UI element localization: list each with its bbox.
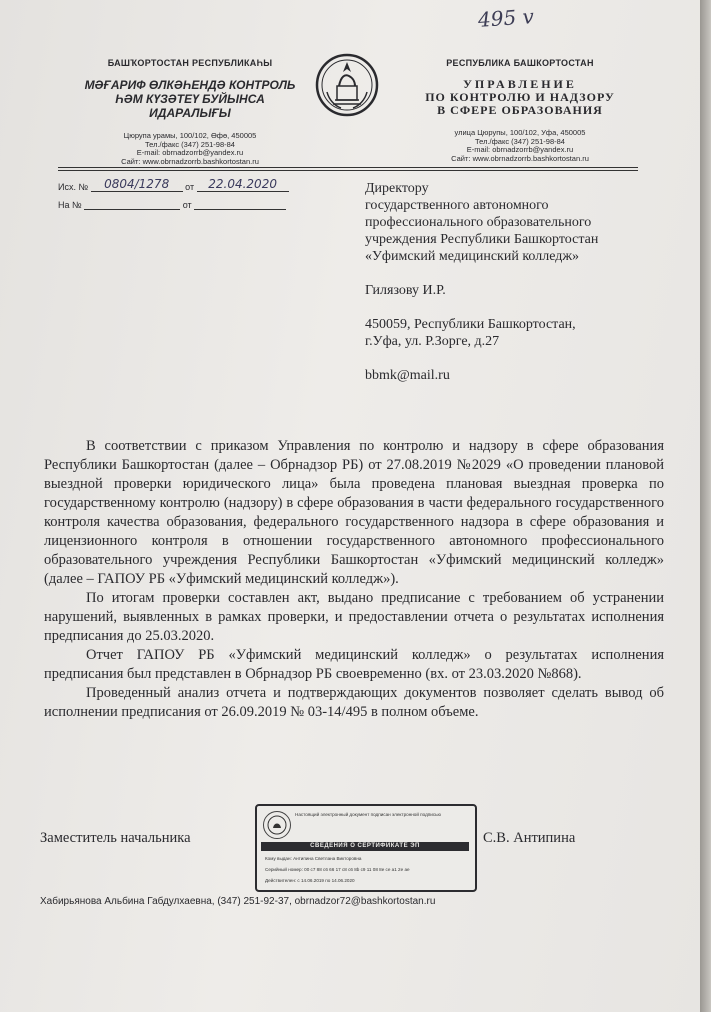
letter-body xyxy=(44,437,664,722)
stamp-serial: Серийный номер: 00 c7 88 c6 66 17 c8 c6 8b c9 11 08 8e ce a1 2e ae xyxy=(265,867,410,872)
site-line: Сайт: www.obrnadzorrb.bashkortostan.ru xyxy=(121,156,259,166)
body-paragraph: В соответствии с приказом Управления по контролю и надзору в сфере образования Республики Башкортостан (далее – Обрнадзор РБ) от 27.08.2019 №2029 «О проведении плановой выездной проверки юридического лица» была проведена плановая выездная проверка по государственному контролю (надзору) в сфере образования в части федерального государственного контроля качества образования, федерального государственного надзора в сфере образования и лицензионного контроля в отношении государственного автономного профессионального образовательного учреждения Республики Башкортостан «Уфимский медицинский колледж» (далее – ГАПОУ РБ «Уфимский медицинский колледж»). xyxy=(44,438,664,587)
outgoing-number: 0804/1278 xyxy=(91,177,183,192)
handwritten-note: 495 v xyxy=(477,4,535,32)
outgoing-label: Исх. № xyxy=(58,182,89,192)
org-line: УПРАВЛЕНИЕ xyxy=(463,77,577,91)
signer-position: Заместитель начальника xyxy=(40,830,191,846)
org-name-ru xyxy=(400,78,640,117)
address-block-ru xyxy=(400,129,640,163)
coat-of-arms-icon xyxy=(315,52,379,118)
email-line: E-mail: obrnadzorrb@yandex.ru xyxy=(136,148,244,157)
header-right xyxy=(400,58,640,163)
addressee-block xyxy=(365,180,665,384)
executor-contact: Хабирьянова Альбина Габдулхаевна, (347) 251-92-37, obrnadzor72@bashkortostan.ru xyxy=(40,896,436,907)
page-edge xyxy=(700,0,711,1012)
outgoing-number-row xyxy=(58,177,289,192)
reply-to-number xyxy=(84,209,180,210)
incoming-number-row xyxy=(58,200,286,210)
address-line: Цюрупа урамы, 100/102, Өфө, 450005 xyxy=(123,131,257,140)
org-line: ҺӘМ КҮЗӘТЕҮ БУЙЫНСА xyxy=(115,92,265,106)
body-paragraph: Проведенный анализ отчета и подтверждающих документов позволяет сделать вывод об исполнении предписания от 26.09.2019 № 03-14/495 в полном объеме. xyxy=(44,685,664,720)
addressee-address-line: г.Уфа, ул. Р.Зорге, д.27 xyxy=(365,334,500,349)
electronic-signature-stamp xyxy=(255,804,477,892)
stamp-owner: Кому выдан: Антипина Светлана Викторовна xyxy=(265,856,362,861)
reply-to-label: На № xyxy=(58,200,82,210)
addressee-email: bbmk@mail.ru xyxy=(365,368,450,383)
stamp-band: СВЕДЕНИЯ О СЕРТИФИКАТЕ ЭП xyxy=(261,842,469,851)
from-label: от xyxy=(185,182,195,192)
addressee-line: Директору xyxy=(365,181,429,196)
body-paragraph: По итогам проверки составлен акт, выдано предписание с требованием об устранении нарушений, выявленных в рамках проверки, и предоставлении отчета о результатах исполнения предписания до 25.03.2020. xyxy=(44,590,664,644)
header-left xyxy=(60,58,320,166)
addressee-line: «Уфимский медицинский колледж» xyxy=(365,249,580,264)
stamp-notice: Настоящий электронный документ подписан электронной подписью xyxy=(295,812,441,817)
site-line: Сайт: www.obrnadzorrb.bashkortostan.ru xyxy=(451,153,589,163)
org-line: ПО КОНТРОЛЮ И НАДЗОРУ xyxy=(425,90,615,104)
addressee-address-line: 450059, Республики Башкортостан, xyxy=(365,317,576,332)
org-line: В СФЕРЕ ОБРАЗОВАНИЯ xyxy=(437,103,603,117)
republic-name-ba: БАШҠОРТОСТАН РЕСПУБЛИКАҺЫ xyxy=(107,58,273,68)
email-line: E-mail: obrnadzorrb@yandex.ru xyxy=(466,145,574,154)
header-divider-thin xyxy=(58,170,638,171)
addressee-line: государственного автономного xyxy=(365,198,549,213)
addressee-line: профессионального образовательного xyxy=(365,215,592,230)
address-block-ba xyxy=(60,132,320,166)
from-label: от xyxy=(182,200,192,210)
header-divider xyxy=(58,167,638,168)
addressee-name: Гилязову И.Р. xyxy=(365,283,446,298)
body-paragraph: Отчет ГАПОУ РБ «Уфимский медицинский колледж» о результатах исполнения предписания был представлен в Обрнадзор РБ своевременно (вх. от 23.03.2020 №868). xyxy=(44,647,664,682)
outgoing-date: 22.04.2020 xyxy=(197,177,289,192)
org-line: ИДАРАЛЫҒЫ xyxy=(149,106,231,120)
org-line: МӘҒАРИФ ӨЛКӘҺЕНДӘ КОНТРОЛЬ xyxy=(84,78,296,92)
phone-line: Тел./факс (347) 251-98-84 xyxy=(145,139,235,149)
reply-to-date xyxy=(194,209,286,210)
stamp-validity: Действителен: с 14.06.2019 по 14.06.2020 xyxy=(265,878,355,883)
address-line: улица Цюрупы, 100/102, Уфа, 450005 xyxy=(454,128,586,137)
signer-name: С.В. Антипина xyxy=(483,830,576,846)
addressee-line: учреждения Республики Башкортостан xyxy=(365,232,599,247)
phone-line: Тел./факс (347) 251-98-84 xyxy=(475,136,565,146)
republic-name-ru: РЕСПУБЛИКА БАШКОРТОСТАН xyxy=(446,58,594,68)
org-name-ba xyxy=(60,78,320,120)
stamp-emblem-icon xyxy=(263,811,291,839)
